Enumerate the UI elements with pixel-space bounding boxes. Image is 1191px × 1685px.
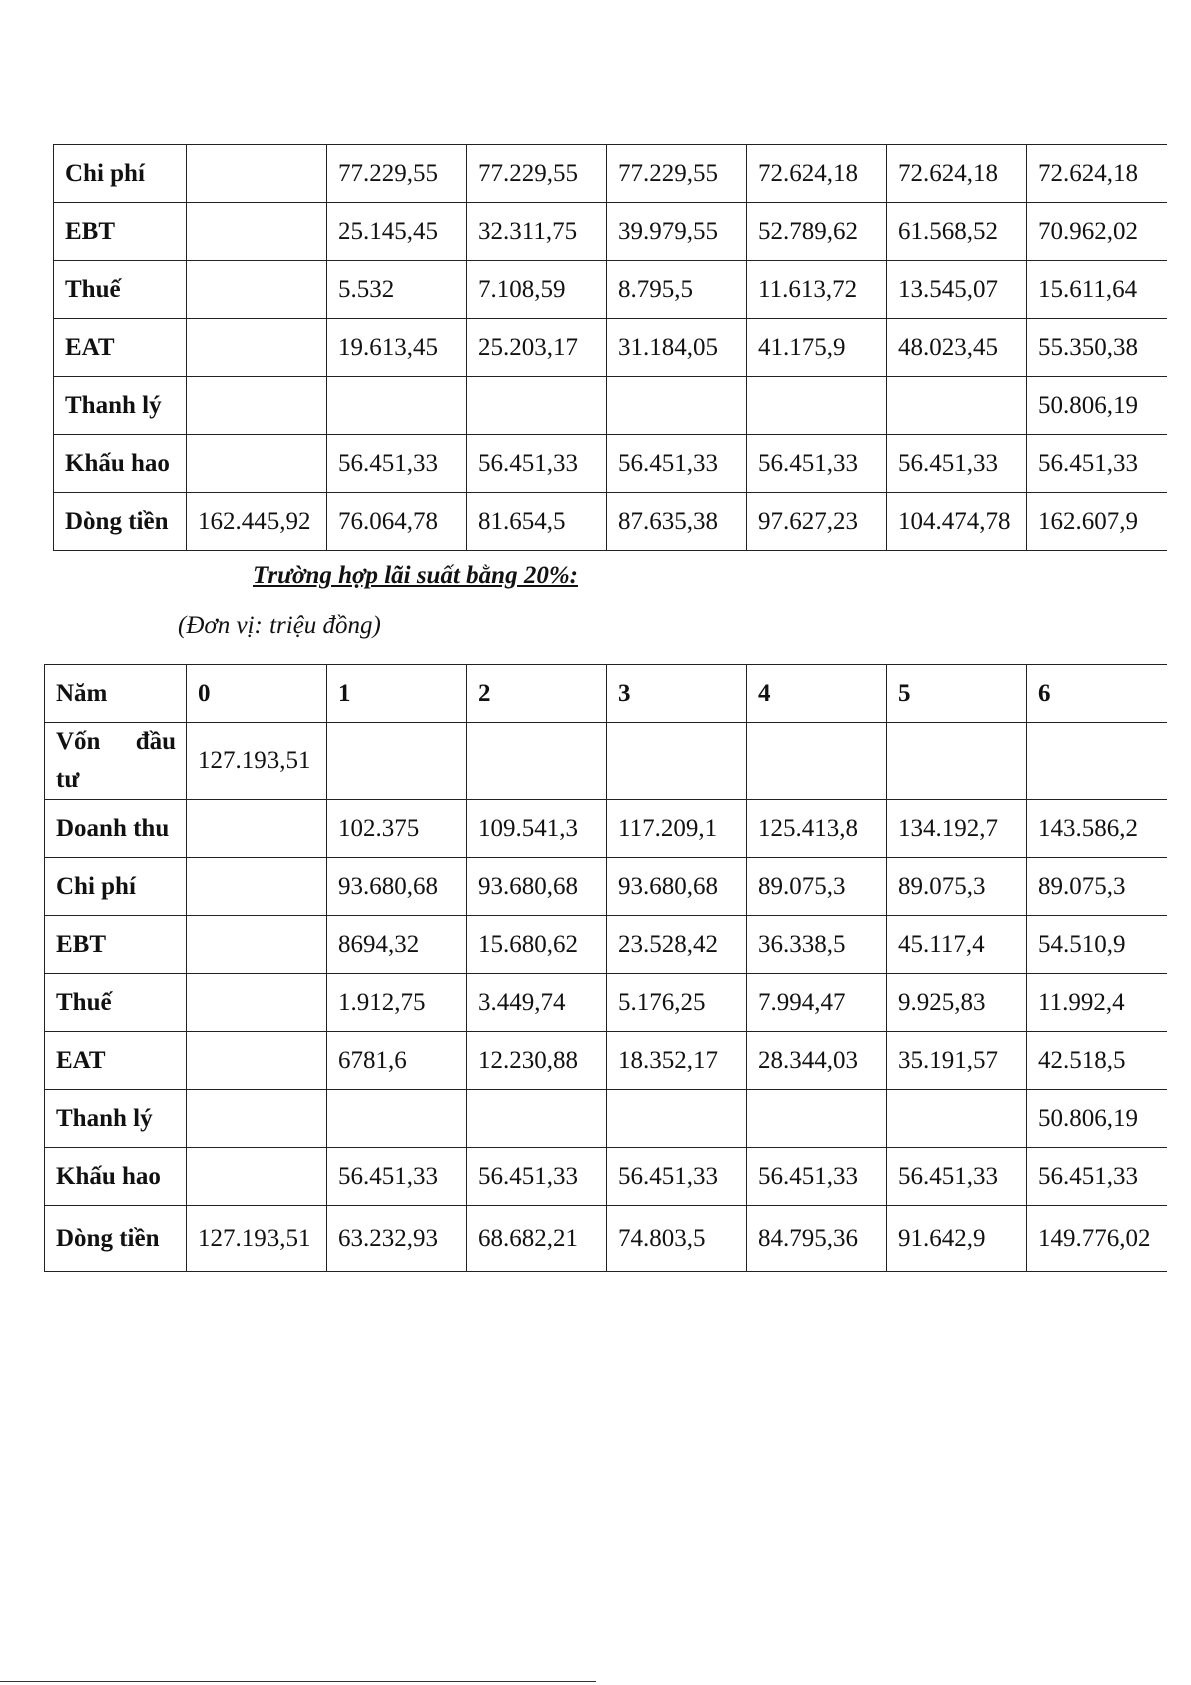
table-cell: 39.979,55 bbox=[607, 203, 747, 261]
row-label: Khấu hao bbox=[54, 435, 187, 493]
table-cell: 68.682,21 bbox=[467, 1206, 607, 1272]
year-header: 4 bbox=[747, 665, 887, 723]
table-cell: 52.789,62 bbox=[747, 203, 887, 261]
table-cell: 48.023,45 bbox=[887, 319, 1027, 377]
table-row bbox=[45, 974, 1167, 1032]
row-label: Chi phí bbox=[45, 858, 187, 916]
table-cell: 50.806,19 bbox=[1027, 1090, 1167, 1148]
table-cell bbox=[187, 1032, 327, 1090]
table-cell: 81.654,5 bbox=[467, 493, 607, 551]
table-cell: 13.545,07 bbox=[887, 261, 1027, 319]
table-cell bbox=[187, 377, 327, 435]
table-row bbox=[54, 319, 1167, 377]
von-label-word1: Vốn bbox=[56, 728, 101, 755]
row-label bbox=[45, 723, 187, 800]
table-cell: 77.229,55 bbox=[327, 145, 467, 203]
table-cell: 56.451,33 bbox=[607, 1148, 747, 1206]
year-header: 2 bbox=[467, 665, 607, 723]
table-cell: 56.451,33 bbox=[887, 1148, 1027, 1206]
table-cell: 56.451,33 bbox=[327, 1148, 467, 1206]
table-cell bbox=[187, 145, 327, 203]
table-cell: 15.680,62 bbox=[467, 916, 607, 974]
year-header: 1 bbox=[327, 665, 467, 723]
table-row bbox=[45, 1206, 1167, 1272]
table-row bbox=[45, 800, 1167, 858]
table-cell: 56.451,33 bbox=[607, 435, 747, 493]
table-cell: 8.795,5 bbox=[607, 261, 747, 319]
table-cell bbox=[1027, 723, 1167, 800]
table-cell: 31.184,05 bbox=[607, 319, 747, 377]
table-cell bbox=[747, 377, 887, 435]
table-row bbox=[45, 1032, 1167, 1090]
table-cell: 72.624,18 bbox=[887, 145, 1027, 203]
year-header: 5 bbox=[887, 665, 1027, 723]
table-cell: 7.994,47 bbox=[747, 974, 887, 1032]
table-row bbox=[54, 493, 1167, 551]
table-row bbox=[54, 435, 1167, 493]
table-cell bbox=[187, 435, 327, 493]
cash-flow-table-continued bbox=[53, 144, 1167, 551]
row-label: EBT bbox=[45, 916, 187, 974]
table-cell bbox=[747, 723, 887, 800]
table-cell bbox=[327, 1090, 467, 1148]
row-label: Dòng tiền bbox=[54, 493, 187, 551]
table-cell: 89.075,3 bbox=[747, 858, 887, 916]
table-cell: 143.586,2 bbox=[1027, 800, 1167, 858]
table-cell: 15.611,64 bbox=[1027, 261, 1167, 319]
table-cell bbox=[467, 723, 607, 800]
table-row bbox=[45, 1090, 1167, 1148]
table-cell: 77.229,55 bbox=[607, 145, 747, 203]
table-row bbox=[54, 203, 1167, 261]
row-label: EAT bbox=[45, 1032, 187, 1090]
table-cell: 72.624,18 bbox=[747, 145, 887, 203]
table-cell bbox=[887, 723, 1027, 800]
table-cell: 56.451,33 bbox=[887, 435, 1027, 493]
unit-note: (Đơn vị: triệu đồng) bbox=[178, 612, 381, 639]
table-cell: 32.311,75 bbox=[467, 203, 607, 261]
table-cell: 72.624,18 bbox=[1027, 145, 1167, 203]
table-cell bbox=[887, 377, 1027, 435]
table-cell: 35.191,57 bbox=[887, 1032, 1027, 1090]
table-cell: 93.680,68 bbox=[467, 858, 607, 916]
table-cell bbox=[187, 203, 327, 261]
table-cell: 61.568,52 bbox=[887, 203, 1027, 261]
row-label: Khấu hao bbox=[45, 1148, 187, 1206]
table-cell: 134.192,7 bbox=[887, 800, 1027, 858]
table-cell: 117.209,1 bbox=[607, 800, 747, 858]
table-cell: 104.474,78 bbox=[887, 493, 1027, 551]
table-cell: 23.528,42 bbox=[607, 916, 747, 974]
row-label: Dòng tiền bbox=[45, 1206, 187, 1272]
row-label: EAT bbox=[54, 319, 187, 377]
table-cell: 84.795,36 bbox=[747, 1206, 887, 1272]
von-label-word3: tư bbox=[56, 766, 80, 793]
year-header: 6 bbox=[1027, 665, 1167, 723]
table-cell: 45.117,4 bbox=[887, 916, 1027, 974]
table-cell: 127.193,51 bbox=[187, 1206, 327, 1272]
table-cell: 28.344,03 bbox=[747, 1032, 887, 1090]
header-label: Năm bbox=[45, 665, 187, 723]
table-cell: 149.776,02 bbox=[1027, 1206, 1167, 1272]
table-cell: 56.451,33 bbox=[747, 435, 887, 493]
table-cell bbox=[607, 1090, 747, 1148]
table-cell: 55.350,38 bbox=[1027, 319, 1167, 377]
table-row bbox=[54, 145, 1167, 203]
table-row bbox=[45, 858, 1167, 916]
table-cell: 162.445,92 bbox=[187, 493, 327, 551]
table-cell: 11.613,72 bbox=[747, 261, 887, 319]
row-label: Chi phí bbox=[54, 145, 187, 203]
table-row bbox=[54, 261, 1167, 319]
table-cell: 91.642,9 bbox=[887, 1206, 1027, 1272]
table-row bbox=[45, 1148, 1167, 1206]
table-cell bbox=[607, 377, 747, 435]
table-cell: 11.992,4 bbox=[1027, 974, 1167, 1032]
table-cell: 5.176,25 bbox=[607, 974, 747, 1032]
row-label: Thanh lý bbox=[45, 1090, 187, 1148]
table-cell: 36.338,5 bbox=[747, 916, 887, 974]
table-cell: 109.541,3 bbox=[467, 800, 607, 858]
row-label: Thuế bbox=[45, 974, 187, 1032]
table-cell: 9.925,83 bbox=[887, 974, 1027, 1032]
table-cell: 41.175,9 bbox=[747, 319, 887, 377]
table-cell: 56.451,33 bbox=[747, 1148, 887, 1206]
table-cell bbox=[887, 1090, 1027, 1148]
table-cell: 74.803,5 bbox=[607, 1206, 747, 1272]
table-cell: 25.145,45 bbox=[327, 203, 467, 261]
table-cell: 1.912,75 bbox=[327, 974, 467, 1032]
table-cell: 7.108,59 bbox=[467, 261, 607, 319]
table-cell: 56.451,33 bbox=[467, 1148, 607, 1206]
table-cell bbox=[187, 858, 327, 916]
table-cell: 70.962,02 bbox=[1027, 203, 1167, 261]
table-row-von-dau-tu bbox=[45, 723, 1167, 800]
table-cell: 76.064,78 bbox=[327, 493, 467, 551]
row-label: Thuế bbox=[54, 261, 187, 319]
table-cell: 93.680,68 bbox=[327, 858, 467, 916]
year-header: 0 bbox=[187, 665, 327, 723]
table-cell: 8694,32 bbox=[327, 916, 467, 974]
table-cell bbox=[187, 261, 327, 319]
footnote-separator bbox=[0, 1681, 596, 1682]
table-cell bbox=[747, 1090, 887, 1148]
cash-flow-table-20-percent bbox=[44, 664, 1167, 1272]
table-cell bbox=[187, 974, 327, 1032]
table-cell: 12.230,88 bbox=[467, 1032, 607, 1090]
table-cell: 5.532 bbox=[327, 261, 467, 319]
row-label: EBT bbox=[54, 203, 187, 261]
table-cell: 50.806,19 bbox=[1027, 377, 1167, 435]
table-header-row bbox=[45, 665, 1167, 723]
table-cell bbox=[327, 723, 467, 800]
table-cell: 127.193,51 bbox=[187, 723, 327, 800]
table-cell bbox=[467, 1090, 607, 1148]
table-cell bbox=[187, 1090, 327, 1148]
table-cell: 18.352,17 bbox=[607, 1032, 747, 1090]
table-row bbox=[45, 916, 1167, 974]
table-cell bbox=[607, 723, 747, 800]
table-cell: 97.627,23 bbox=[747, 493, 887, 551]
table-cell: 89.075,3 bbox=[887, 858, 1027, 916]
table-cell bbox=[187, 1148, 327, 1206]
table-cell bbox=[187, 916, 327, 974]
von-label-word2: đầu bbox=[135, 728, 176, 755]
table-cell: 56.451,33 bbox=[1027, 1148, 1167, 1206]
table-cell: 19.613,45 bbox=[327, 319, 467, 377]
table-cell: 102.375 bbox=[327, 800, 467, 858]
table-cell: 87.635,38 bbox=[607, 493, 747, 551]
section-heading: Trường hợp lãi suất bằng 20%: bbox=[253, 562, 578, 589]
table-cell: 25.203,17 bbox=[467, 319, 607, 377]
table-cell bbox=[327, 377, 467, 435]
table-cell bbox=[187, 800, 327, 858]
row-label: Thanh lý bbox=[54, 377, 187, 435]
table-cell: 42.518,5 bbox=[1027, 1032, 1167, 1090]
table-cell: 56.451,33 bbox=[467, 435, 607, 493]
table-cell: 56.451,33 bbox=[1027, 435, 1167, 493]
table-cell: 63.232,93 bbox=[327, 1206, 467, 1272]
table-cell bbox=[187, 319, 327, 377]
table-cell: 77.229,55 bbox=[467, 145, 607, 203]
year-header: 3 bbox=[607, 665, 747, 723]
table-cell: 93.680,68 bbox=[607, 858, 747, 916]
table-cell: 54.510,9 bbox=[1027, 916, 1167, 974]
table-cell: 56.451,33 bbox=[327, 435, 467, 493]
table-cell: 6781,6 bbox=[327, 1032, 467, 1090]
table-cell: 89.075,3 bbox=[1027, 858, 1167, 916]
table-row bbox=[54, 377, 1167, 435]
table-cell: 162.607,9 bbox=[1027, 493, 1167, 551]
table-cell: 125.413,8 bbox=[747, 800, 887, 858]
row-label: Doanh thu bbox=[45, 800, 187, 858]
table-cell: 3.449,74 bbox=[467, 974, 607, 1032]
table-cell bbox=[467, 377, 607, 435]
